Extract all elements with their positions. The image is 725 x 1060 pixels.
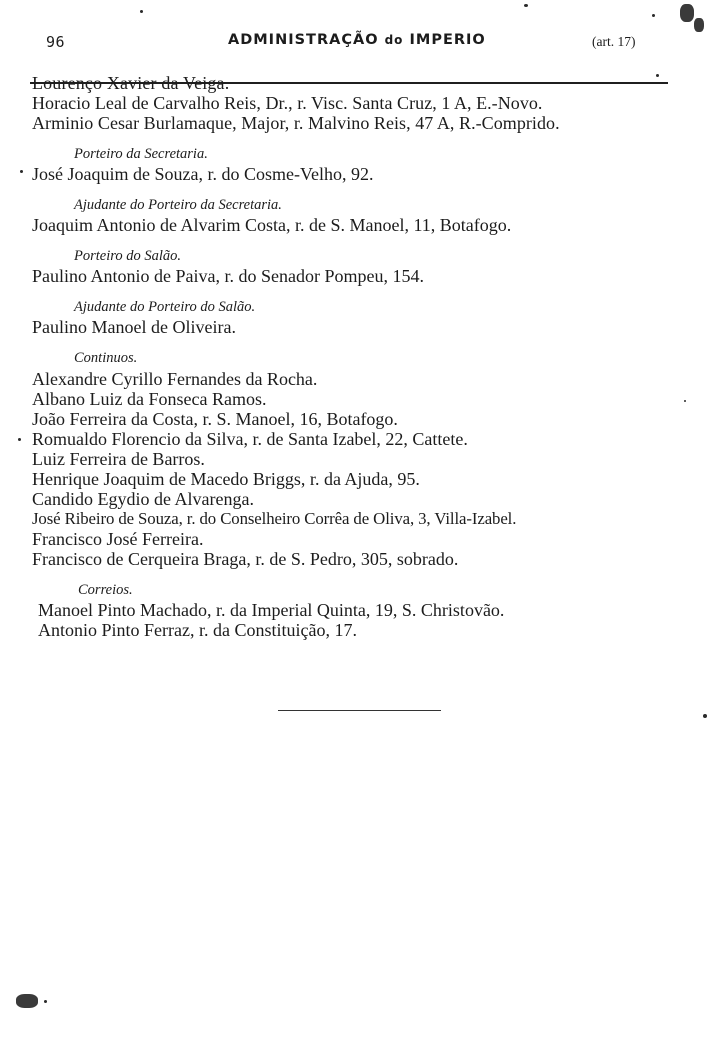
list-item: Francisco José Ferreira. (32, 529, 204, 549)
section-heading: Continuos. (74, 350, 138, 366)
list-item: Arminio Cesar Burlamaque, Major, r. Malvino Reis, 47 A, R.-Comprido. (32, 113, 560, 133)
running-title-prefix: ADMINISTRAÇÃO (228, 32, 379, 48)
list-item: João Ferreira da Costa, r. S. Manoel, 16, Botafogo. (32, 409, 398, 429)
ink-speck (20, 170, 23, 173)
ink-speck (684, 400, 686, 402)
ink-speck (703, 714, 707, 718)
list-item: Romualdo Florencio da Silva, r. de Santa Izabel, 22, Cattete. (32, 429, 468, 449)
ink-speck (44, 1000, 47, 1003)
section-heading: Ajudante do Porteiro do Salão. (74, 299, 256, 315)
page-number: 96 (46, 33, 66, 51)
list-item: Candido Egydio de Alvarenga. (32, 489, 254, 509)
list-item: Alexandre Cyrillo Fernandes da Rocha. (32, 369, 318, 389)
ink-speck (524, 4, 528, 7)
section-heading: Correios. (78, 582, 133, 598)
ink-stain (16, 994, 38, 1008)
ink-stain (680, 4, 694, 22)
ink-speck (18, 438, 21, 441)
article-reference: (art. 17) (592, 34, 636, 49)
ink-speck (656, 74, 659, 77)
list-item: Henrique Joaquim de Macedo Briggs, r. da Ajuda, 95. (32, 469, 420, 489)
list-item: Joaquim Antonio de Alvarim Costa, r. de S. Manoel, 11, Botafogo. (32, 215, 512, 235)
ink-speck (652, 14, 655, 17)
list-item: Paulino Antonio de Paiva, r. do Senador Pompeu, 154. (32, 266, 424, 286)
closing-rule (278, 710, 441, 711)
list-item: Paulino Manoel de Oliveira. (32, 317, 236, 337)
running-title-connector: do (384, 33, 404, 47)
list-item: Francisco de Cerqueira Braga, r. de S. Pedro, 305, sobrado. (32, 549, 459, 569)
running-title-suffix: IMPERIO (409, 32, 486, 48)
list-item: Albano Luiz da Fonseca Ramos. (32, 389, 267, 409)
ink-speck (140, 10, 143, 13)
running-title (228, 32, 486, 48)
list-item: Horacio Leal de Carvalho Reis, Dr., r. Visc. Santa Cruz, 1 A, E.-Novo. (32, 93, 543, 113)
list-item: Manoel Pinto Machado, r. da Imperial Quinta, 19, S. Christovão. (38, 600, 505, 620)
section-heading: Ajudante do Porteiro da Secretaria. (74, 197, 282, 213)
ink-stain (694, 18, 704, 32)
section-heading: Porteiro da Secretaria. (74, 146, 208, 162)
list-item: Luiz Ferreira de Barros. (32, 449, 205, 469)
section-heading: Porteiro do Salão. (74, 248, 182, 264)
list-item: Lourenço Xavier da Veiga. (32, 73, 230, 93)
list-item: José Joaquim de Souza, r. do Cosme-Velho, 92. (32, 164, 374, 184)
list-item: José Ribeiro de Souza, r. do Conselheiro Corrêa de Oliva, 3, Villa-Izabel. (32, 509, 517, 528)
page-header (0, 28, 725, 58)
list-item: Antonio Pinto Ferraz, r. da Constituição, 17. (38, 620, 357, 640)
